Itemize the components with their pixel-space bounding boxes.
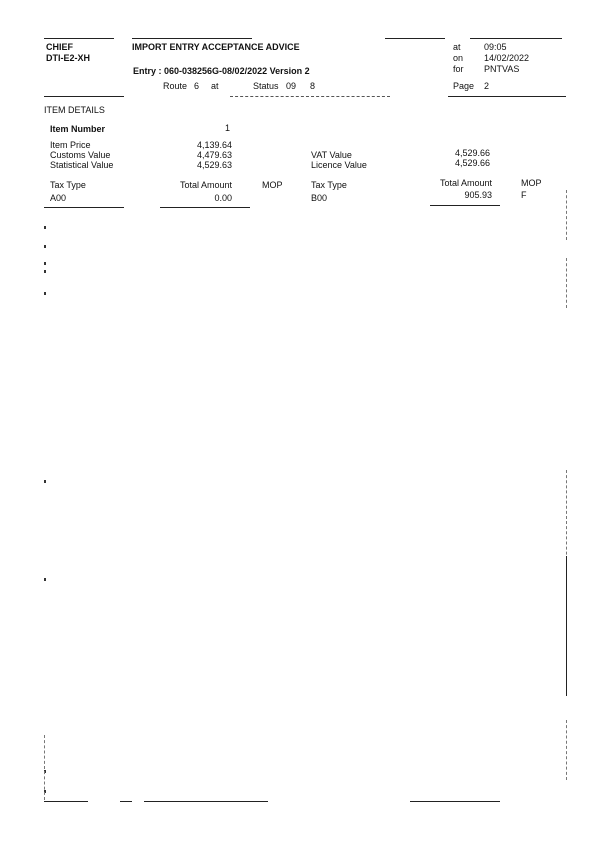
for-value: PNTVAS (484, 64, 520, 74)
vat-value-value: 4,529.66 (454, 148, 490, 158)
vat-value-label: VAT Value (311, 150, 352, 160)
right-margin-rule (566, 470, 567, 570)
route-label: Route (163, 81, 188, 91)
bottom-rule-mid2 (144, 801, 268, 802)
status-label: Status (253, 81, 279, 91)
item-number-value: 1 (224, 123, 230, 133)
tax-mop-right: F (521, 190, 527, 200)
margin-tick (44, 262, 46, 265)
margin-tick (44, 270, 46, 273)
report-time: 09:05 (484, 42, 507, 52)
tax-type-label-left: Tax Type (50, 180, 86, 190)
margin-tick (44, 480, 46, 483)
page-label: Page (453, 81, 475, 91)
right-margin-rule (566, 556, 567, 696)
top-rule-mid (132, 38, 252, 39)
header-rule-mid (230, 96, 390, 97)
bottom-rule-left (44, 801, 88, 802)
right-margin-rule (566, 190, 567, 240)
tax-mop-label-right: MOP (521, 178, 542, 188)
on-label: on (453, 53, 464, 63)
bottom-rule-mid1 (120, 801, 132, 802)
report-date: 14/02/2022 (484, 53, 530, 63)
tax-amount-right: 905.93 (464, 190, 492, 200)
top-rule-left (44, 38, 114, 39)
status-value: 8 (310, 81, 316, 91)
header-rule-right (448, 96, 566, 97)
statistical-value-value: 4,529.63 (196, 160, 232, 170)
tax-type-label-right: Tax Type (311, 180, 347, 190)
bottom-rule-right (410, 801, 500, 802)
tax-amount-label-right: Total Amount (439, 178, 492, 188)
tax-rule-right (430, 205, 500, 206)
tax-amount-label-left: Total Amount (179, 180, 232, 190)
licence-value-value: 4,529.66 (454, 158, 490, 168)
customs-value-label: Customs Value (50, 150, 111, 160)
report-title: IMPORT ENTRY ACCEPTANCE ADVICE (132, 42, 300, 52)
tax-rule-mid (160, 207, 250, 208)
top-rule-far (470, 38, 562, 39)
item-number-label: Item Number (50, 124, 106, 134)
top-rule-right (385, 38, 445, 39)
tax-rule-left (44, 207, 124, 208)
system-name: CHIEF (46, 42, 73, 52)
margin-tick (44, 578, 46, 581)
at-label: at (453, 42, 461, 52)
right-margin-rule (566, 720, 567, 780)
item-price-value: 4,139.64 (196, 140, 232, 150)
page-number: 2 (484, 81, 490, 91)
licence-value-label: Licence Value (311, 160, 367, 170)
margin-tick (44, 226, 46, 229)
right-margin-rule (566, 258, 567, 308)
header-rule-left (44, 96, 124, 97)
tax-mop-label-left: MOP (262, 180, 283, 190)
tax-type-left: A00 (50, 193, 67, 203)
customs-value-value: 4,479.63 (196, 150, 232, 160)
report-code: DTI-E2-XH (46, 53, 91, 63)
left-margin-rule (44, 735, 45, 800)
route-at-label: at (211, 81, 219, 91)
statistical-value-label: Statistical Value (50, 160, 114, 170)
margin-tick (44, 292, 46, 295)
for-label: for (453, 64, 464, 74)
item-price-label: Item Price (50, 140, 91, 150)
item-details-title: ITEM DETAILS (44, 105, 105, 115)
margin-tick (44, 245, 46, 248)
route-value: 6 (194, 81, 200, 91)
tax-type-right: B00 (311, 193, 328, 203)
status-code: 09 (286, 81, 297, 91)
tax-amount-left: 0.00 (214, 193, 232, 203)
entry-reference: Entry : 060-038256G-08/02/2022 Version 2 (133, 66, 310, 76)
